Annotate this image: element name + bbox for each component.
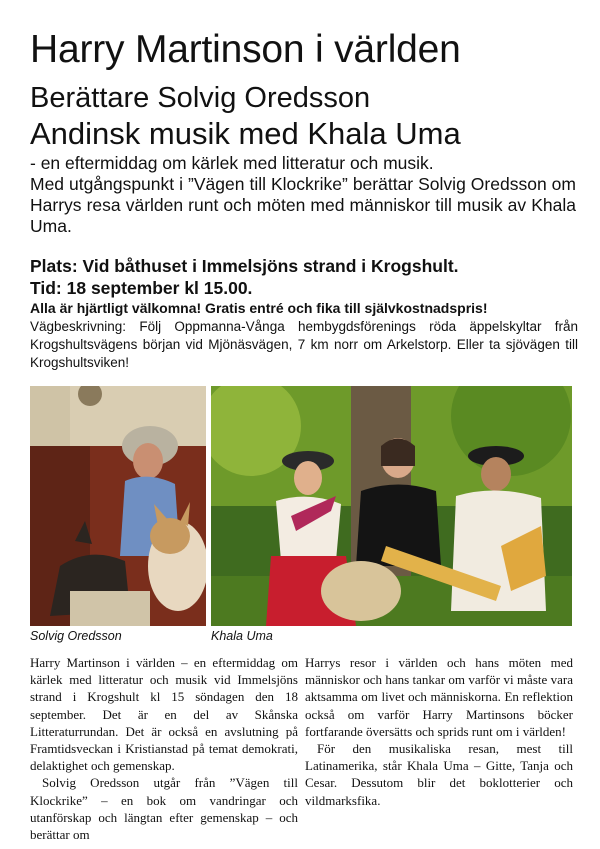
directions: Vägbeskrivning: Följ Oppmanna-Vånga hembygdsförenings röda äppelskyltar från Krogshultsvägens början vid Mjönäsvägen, 7 km norr om Arkelstorp. Eller ta sjövägen till Krogshultsviken!: [30, 319, 578, 370]
body-paragraph: Solvig Oredsson utgår från ”Vägen till Klockrike” – en bok om vandringar och utanförskap och längtan efter gemenskap – och berättar om: [30, 775, 298, 843]
music-heading: Andinsk musik med Khala Uma: [30, 116, 461, 151]
caption-khala-uma: Khala Uma: [211, 629, 273, 643]
body-paragraph: Harrys resor i världen och hans möten med människor och hans tankar om varför vi måste vara aktsamma om livet och människorna. En reflektion också om varför Harry Martinsons böcker fortfarande översätts och sprids runt om i världen!: [305, 655, 573, 739]
body-paragraph: För den musikaliska resan, mest till Latinamerika, står Khala Uma – Gitte, Tanja och Cesar. Dessutom blir det boklotterier och vildmarksfika.: [305, 741, 573, 808]
welcome-note: Alla är hjärtligt välkomna! Gratis entré och fika till självkostnadspris!: [30, 300, 488, 316]
body-column-left: [30, 654, 298, 843]
tagline: - en eftermiddag om kärlek med litteratur och musik.: [30, 153, 434, 173]
body-column-right: [305, 654, 573, 809]
khala-uma-photo: [211, 386, 572, 626]
solvig-oredsson-photo: [30, 386, 206, 626]
body-paragraph: Harry Martinson i världen – en eftermiddag om kärlek med litteratur och musik vid Immelsjöns strand i Krogshult kl 15 söndagen den 18 september. Det är en del av Skånska Litteraturrundan. Det är också en avslutning på Framtidsveckan i Kristianstad på temat demokrati, delaktighet och gemenskap.: [30, 655, 298, 774]
intro-text: [30, 153, 576, 237]
storyteller-heading: Berättare Solvig Oredsson: [30, 82, 371, 114]
caption-solvig: Solvig Oredsson: [30, 629, 122, 643]
event-time: Tid: 18 september kl 15.00.: [30, 278, 253, 298]
event-place: Plats: Vid båthuset i Immelsjöns strand i Krogshult.: [30, 256, 459, 276]
page-title: Harry Martinson i världen: [30, 28, 461, 71]
description: Med utgångspunkt i ”Vägen till Klockrike” berättar Solvig Oredsson om Harrys resa världen runt och möten med människor till musik av Khala Uma.: [30, 174, 576, 236]
